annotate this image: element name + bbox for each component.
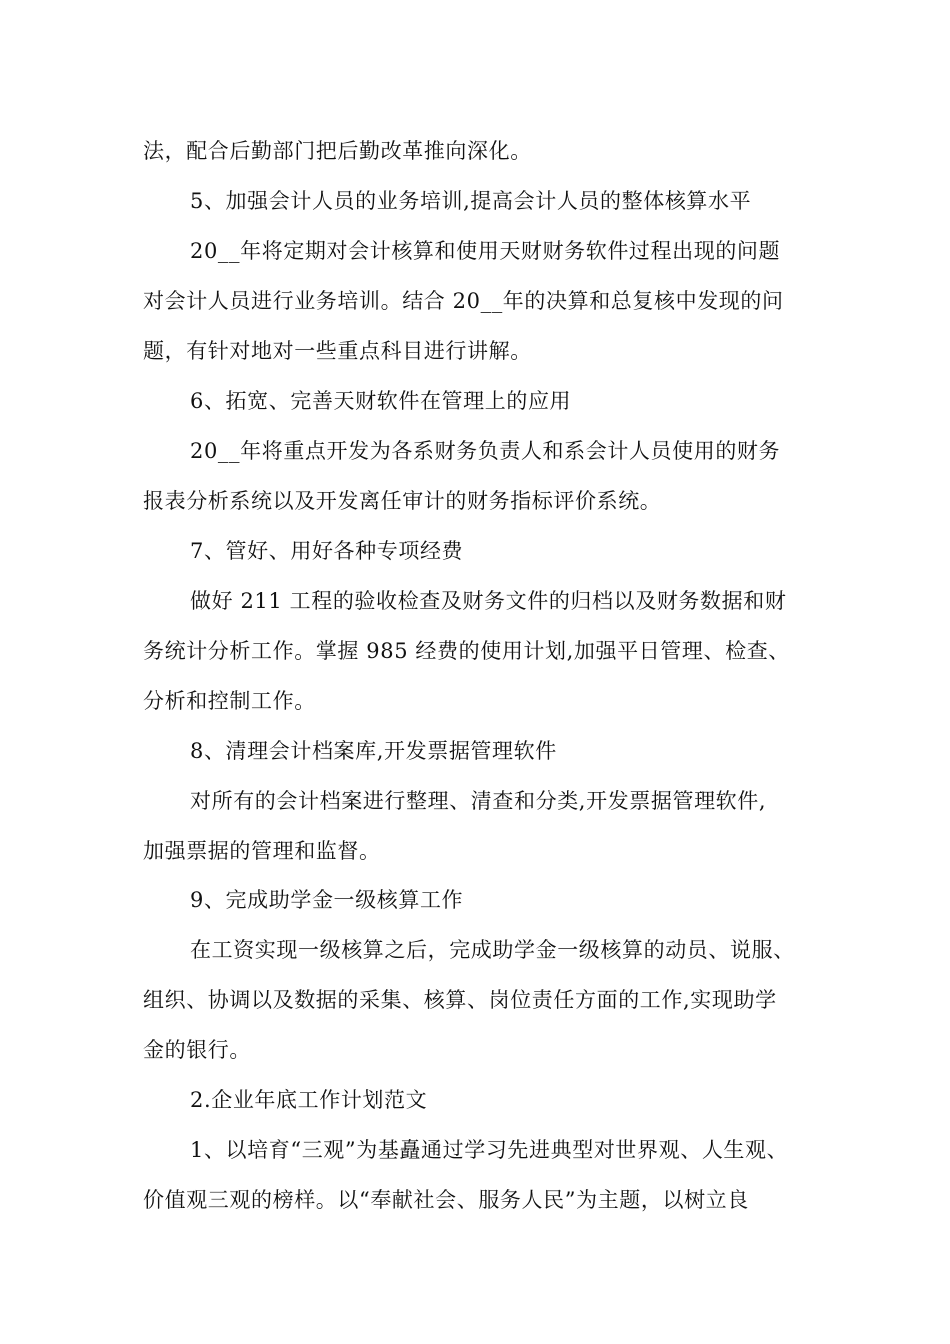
text-line: 20__年将重点开发为各系财务负责人和系会计人员使用的财务 (190, 439, 781, 463)
text-line: 价值观三观的榜样。以“奉献社会、服务人民”为主题，以树立良 (143, 1188, 749, 1212)
text-line: 法，配合后勤部门把后勤改革推向深化。 (143, 139, 532, 163)
text-line: 做好 211 工程的验收检查及财务文件的归档以及财务数据和财 (190, 589, 787, 613)
text-line: 分析和控制工作。 (143, 689, 316, 713)
text-line: 务统计分析工作。掌握 985 经费的使用计划,加强平日管理、检查、 (143, 639, 790, 663)
text-line: 对所有的会计档案进行整理、清查和分类,开发票据管理软件, (190, 789, 767, 813)
text-line: 20__年将定期对会计核算和使用天财财务软件过程出现的问题 (190, 239, 781, 263)
text-line: 组织、协调以及数据的采集、核算、岗位责任方面的工作,实现助学 (143, 988, 777, 1012)
section-heading: 2.企业年底工作计划范文 (190, 1088, 428, 1112)
text-line: 加强票据的管理和监督。 (143, 839, 381, 863)
text-line: 在工资实现一级核算之后，完成助学金一级核算的动员、说服、 (190, 938, 795, 962)
section-heading: 5、加强会计人员的业务培训,提高会计人员的整体核算水平 (190, 189, 752, 213)
text-line: 1、以培育“三观”为基矗通过学习先进典型对世界观、人生观、 (190, 1138, 789, 1162)
section-heading: 8、清理会计档案库,开发票据管理软件 (190, 739, 557, 763)
text-line: 对会计人员进行业务培训。结合 20__年的决算和总复核中发现的问 (143, 289, 784, 313)
text-line: 金的银行。 (143, 1038, 251, 1062)
section-heading: 7、管好、用好各种专项经费 (190, 539, 464, 563)
section-heading: 6、拓宽、完善天财软件在管理上的应用 (190, 389, 572, 413)
section-heading: 9、完成助学金一级核算工作 (190, 888, 464, 912)
text-line: 题，有针对地对一些重点科目进行讲解。 (143, 339, 532, 363)
text-line: 报表分析系统以及开发离任审计的财务指标评价系统。 (143, 489, 662, 513)
